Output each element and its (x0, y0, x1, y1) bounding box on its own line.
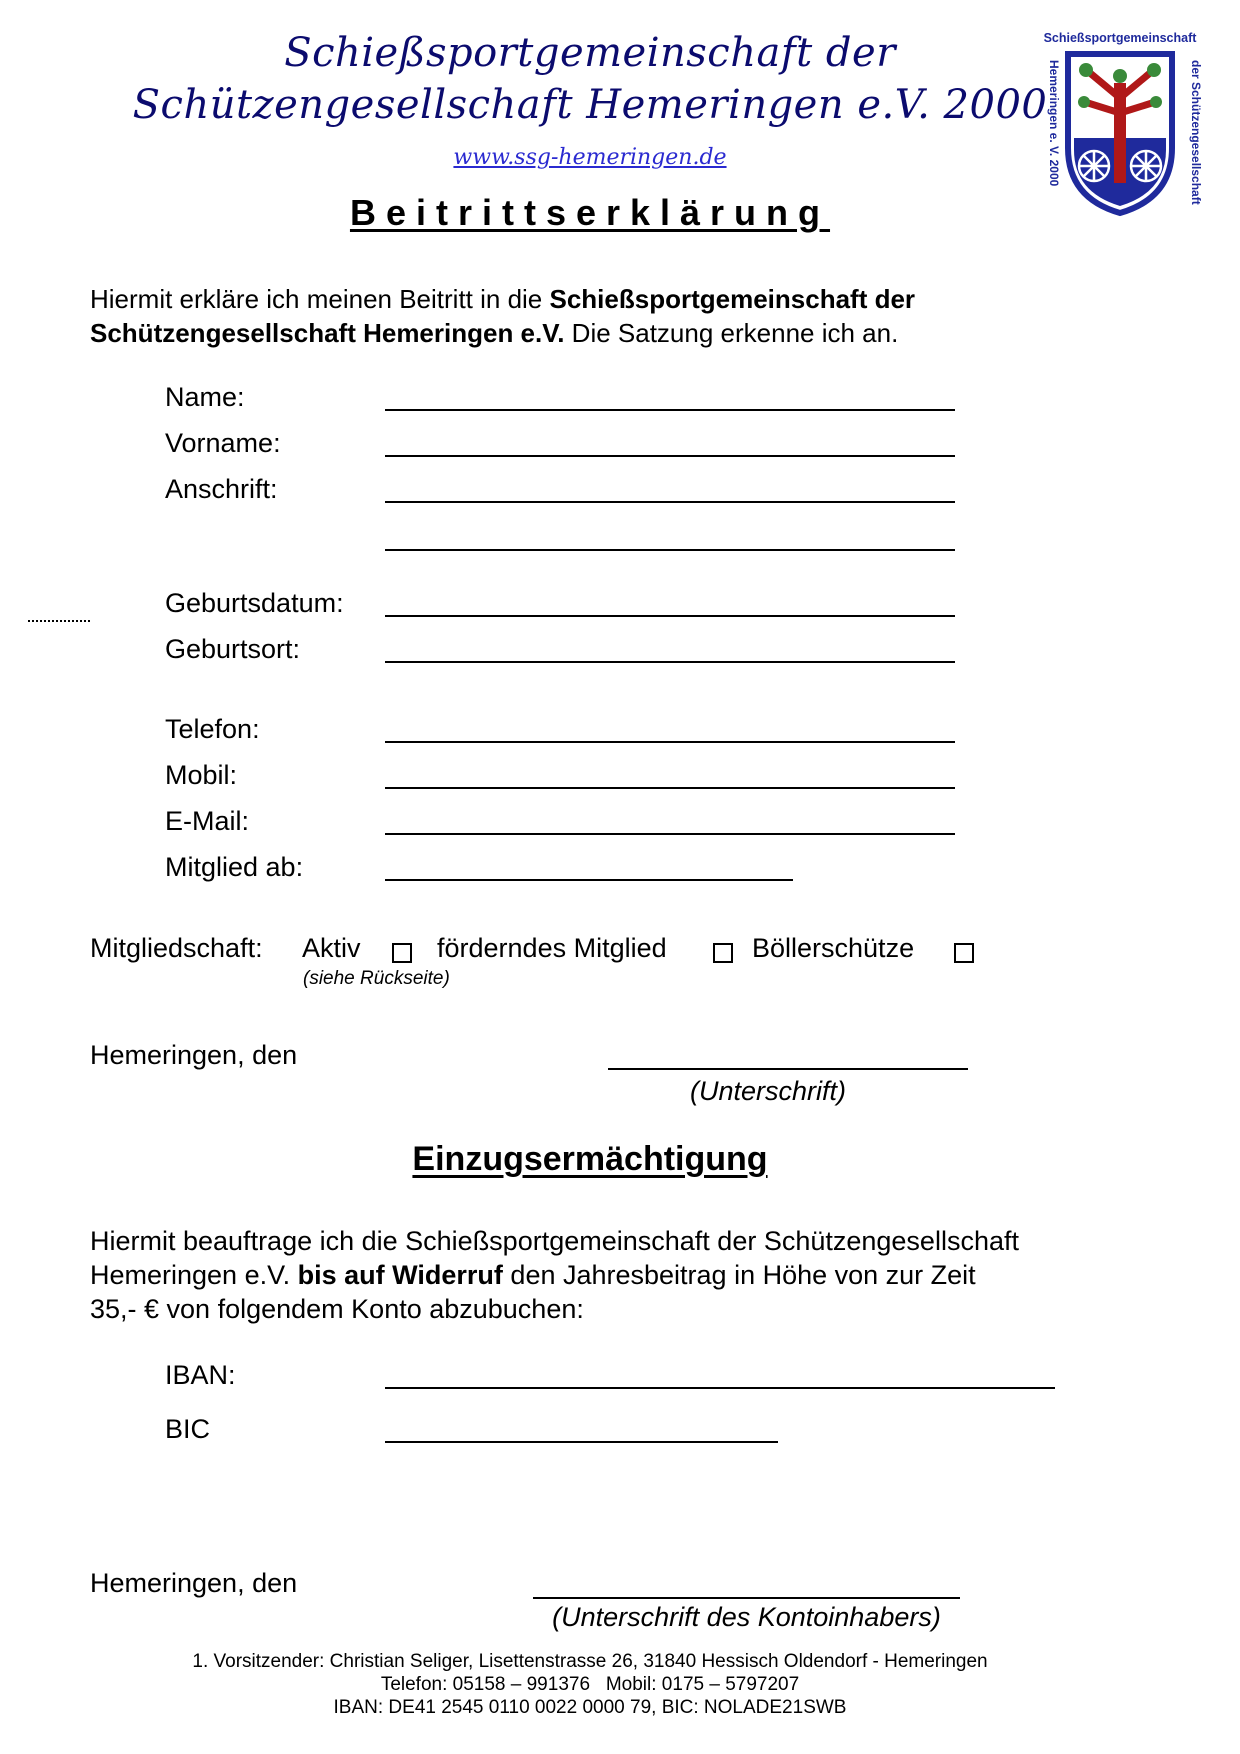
mobil-field[interactable] (385, 787, 955, 789)
signature-field-1[interactable] (608, 1068, 968, 1070)
telefon-label: Telefon: (165, 714, 260, 744)
email-label: E-Mail: (165, 806, 250, 836)
name-field[interactable] (385, 409, 955, 411)
mitgliedschaft-note: (siehe Rückseite) (303, 968, 450, 989)
iban-field[interactable] (385, 1387, 1055, 1389)
bic-label: BIC (165, 1414, 211, 1444)
direct-debit-line1: Hiermit beauftrage ich die Schießsportgemeinschaft der Schützengesellschaft (90, 1226, 1019, 1256)
mobil-label: Mobil: (165, 760, 238, 790)
geburtsdatum-field[interactable] (385, 615, 955, 617)
membership-form-heading: Beitrittserklärung (349, 192, 831, 233)
option-boellerschuetze-label: Böllerschütze (752, 933, 915, 963)
footer-bank: IBAN: DE41 2545 0110 0022 0000 79, BIC: NOLADE21SWB (333, 1697, 847, 1718)
option-aktiv-label: Aktiv (302, 933, 361, 963)
direct-debit-line2: Hemeringen e.V. bis auf Widerruf den Jahresbeitrag in Höhe von zur Zeit (90, 1260, 976, 1290)
intro-text-end: Die Satzung erkenne ich an. (564, 318, 899, 348)
direct-debit-line3: 35,- € von folgendem Konto abzubuchen: (90, 1294, 584, 1324)
telefon-field[interactable] (385, 741, 955, 743)
vorname-field[interactable] (385, 455, 955, 457)
logo-text-right: der Schützengesellschaft (1189, 60, 1203, 205)
membership-intro (90, 282, 1090, 350)
option-foerderndes-checkbox[interactable] (713, 943, 733, 963)
signature-field-2[interactable] (533, 1597, 960, 1599)
name-label: Name: (165, 382, 245, 412)
anschrift-field-line2[interactable] (385, 549, 955, 551)
intro-text-start: Hiermit erkläre ich meinen Beitritt in die (90, 284, 550, 314)
footer-phone: Telefon: 05158 – 991376 Mobil: 0175 – 5797207 (380, 1674, 800, 1695)
option-boellerschuetze-checkbox[interactable] (954, 943, 974, 963)
mitgliedschaft-label: Mitgliedschaft: (90, 933, 263, 963)
ort-datum-label-2: Hemeringen, den (90, 1568, 298, 1598)
logo-text-left: Hemeringen e. V. 2000 (1047, 60, 1061, 187)
logo-text-top: Schießsportgemeinschaft (1043, 31, 1197, 45)
footer-chairman: 1. Vorsitzender: Christian Seliger, Lisettenstrasse 26, 31840 Hessisch Oldendorf - Hemeringen (192, 1651, 988, 1672)
anschrift-label: Anschrift: (165, 474, 278, 504)
margin-dotted-mark (28, 620, 90, 622)
geburtsdatum-label: Geburtsdatum: (165, 588, 344, 618)
geburtsort-field[interactable] (385, 661, 955, 663)
signature-caption-1: (Unterschrift) (689, 1076, 846, 1106)
option-foerderndes-label: förderndes Mitglied (437, 933, 667, 963)
geburtsort-label: Geburtsort: (165, 634, 301, 664)
intro-club-name: Schießsportgemeinschaft der Schützengesellschaft Hemeringen e.V. (90, 284, 916, 348)
bic-field[interactable] (385, 1441, 778, 1443)
club-title-line1: Schießsportgemeinschaft der (284, 30, 896, 76)
mitglied-ab-label: Mitglied ab: (165, 852, 304, 882)
anschrift-field-line1[interactable] (385, 501, 955, 503)
direct-debit-heading: Einzugsermächtigung (412, 1140, 768, 1178)
footer (60, 1650, 1120, 1719)
iban-label: IBAN: (165, 1360, 236, 1390)
email-field[interactable] (385, 833, 955, 835)
vorname-label: Vorname: (165, 428, 281, 458)
website-link[interactable]: www.ssg-hemeringen.de (453, 145, 727, 170)
mitglied-ab-field[interactable] (385, 879, 793, 881)
ort-datum-label-1: Hemeringen, den (90, 1040, 298, 1070)
signature-caption-2: (Unterschrift des Kontoinhabers) (552, 1602, 941, 1632)
club-title-line2: Schützengesellschaft Hemeringen e.V. 2000 (132, 82, 1048, 128)
option-aktiv-checkbox[interactable] (392, 943, 412, 963)
direct-debit-text (90, 1224, 1090, 1326)
